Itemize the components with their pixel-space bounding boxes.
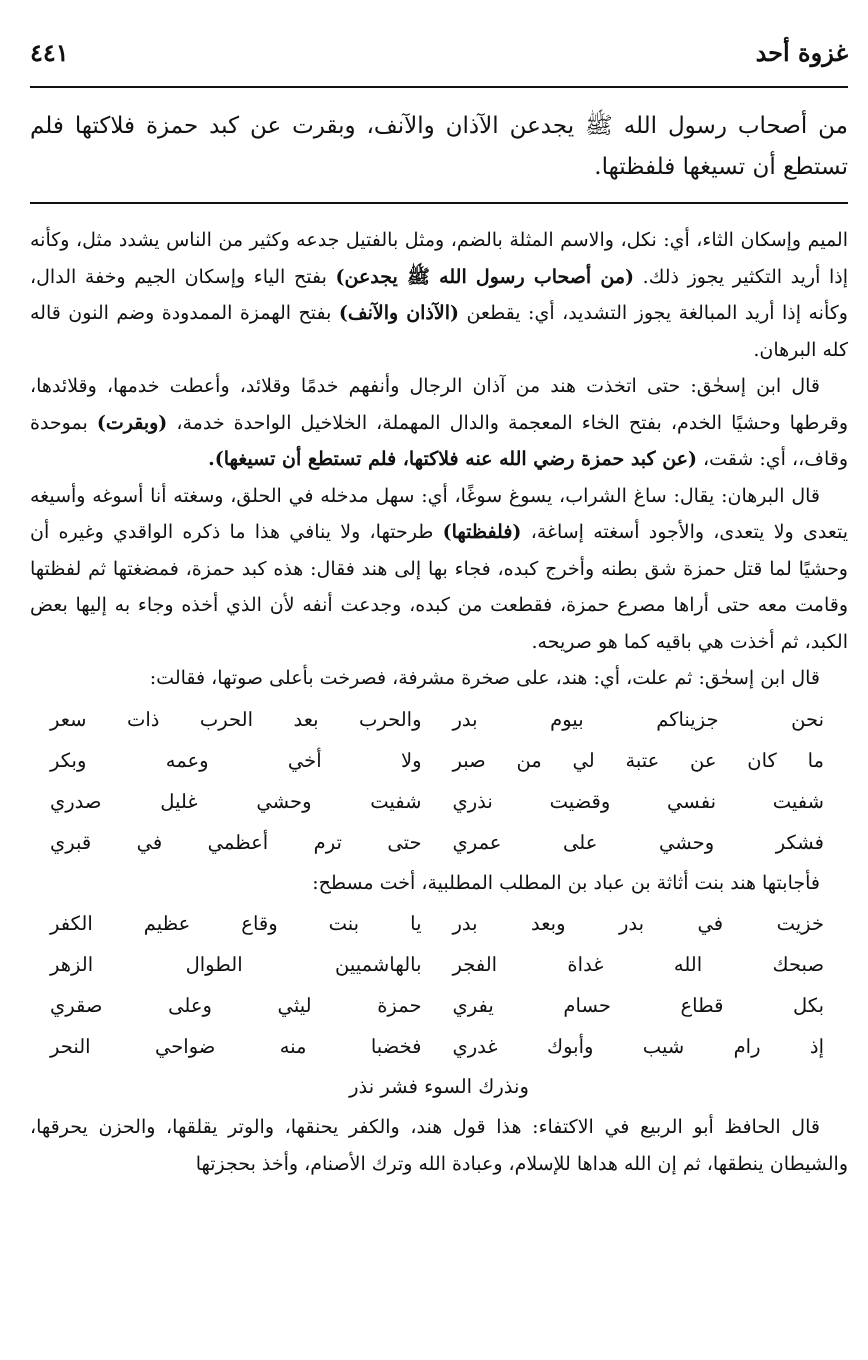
verse bbox=[30, 822, 848, 863]
paragraph: قال ابن إسحٰق: حتى اتخذت هند من آذان الرجال وأنفهم خدمًا وقلائد، وأعطت خدمها، وقلائدها، وقرطها وحشيًا الخدم، بفتح الخاء المعجمة والدال المهملة، الخلاخيل الواحدة خدمة، (وبقرت) بموحدة وقاف،، أي: شقت، (عن كبد حمزة رضي الله عنه فلاكتها، فلم تستطع أن تسيغها). bbox=[30, 375, 848, 470]
verse bbox=[30, 699, 848, 740]
paragraph: الميم وإسكان الثاء، أي: نكل، والاسم المثلة بالضم، ومثل بالفتيل جدعه وكثير من الناس يشدد مثل، وكأنه إذا أريد التكثير يجوز ذلك. (من أصحاب رسول الله ﷺ يجدعن) بفتح الياء وإسكان الجيم وخفة الدال، وكأنه إذا أريد المبالغة يجوز التشديد، أي: يقطعن (الآذان والآنف) بفتح الهمزة الممدودة وضم النون قاله كله البرهان. bbox=[30, 229, 849, 361]
paragraph: قال ابن إسحٰق: ثم علت، أي: هند، على صخرة مشرفة، فصرخت بأعلى صوتها، فقالت: bbox=[149, 667, 820, 689]
poem-reply bbox=[30, 903, 848, 1107]
hemistich: خزيت في بدر وبعد بدر bbox=[452, 912, 824, 935]
verse bbox=[30, 944, 848, 985]
hemistich: فشكر وحشي على عمري bbox=[452, 830, 824, 854]
hemistich: شفيت نفسي وقضيت نذري bbox=[452, 789, 824, 813]
verse bbox=[30, 985, 848, 1026]
poem-hind bbox=[30, 699, 848, 863]
hemistich: حتى ترم أعظمي في قبري bbox=[50, 830, 422, 854]
book-page bbox=[30, 38, 848, 1182]
paragraph: قال البرهان: يقال: ساغ الشراب، يسوغ سوغًا، أي: سهل مدخله في الحلق، وسغته أنا أسوغه وأسيغه يتعدى ولا يتعدى، والأجود أسغته إساغة، (فلفظتها) طرحتها، ولا ينافي هذا ما ذكره الواقدي وغيره أن وحشيًا لما قتل حمزة شق بطنه وأخرج كبده، فجاء بها إلى هند فقال: هذه كبد حمزة، فمضغتها ثم لفظتها وقامت معه حتى أراها مصرع حمزة، فقطعت من كبده، وجدعت أنفه لأن الذي أخذه وجاء به إليها بعض الكبد، ثم أخذت هي باقيه كما هو صريحه. bbox=[30, 484, 849, 653]
verse bbox=[30, 1026, 848, 1067]
hemistich: والحرب بعد الحرب ذات سعر bbox=[50, 707, 422, 731]
verse bbox=[30, 903, 848, 944]
verse bbox=[30, 740, 848, 781]
verse bbox=[30, 781, 848, 822]
hemistich: شفيت وحشي غليل صدري bbox=[50, 789, 422, 813]
hemistich: فخضبا منه ضواحي النحر bbox=[50, 1035, 422, 1058]
page-number: ٤٤١ bbox=[30, 38, 69, 67]
hemistich: بالهاشميين الطوال الزهر bbox=[50, 953, 422, 976]
hemistich: بكل قطاع حسام يفري bbox=[452, 994, 824, 1017]
hemistich: صبحك الله غداة الفجر bbox=[452, 953, 824, 976]
hemistich: يا بنت وقاع عظيم الكفر bbox=[50, 912, 422, 935]
hemistich: نحن جزيناكم بيوم بدر bbox=[452, 707, 824, 731]
paragraph: قال الحافظ أبو الربيع في الاكتفاء: هذا قول هند، والكفر يحنقها، والوتر يقلقها، والحزن يحرقها، والشيطان ينطقها، ثم إن الله هداها للإسلام، وعبادة الله وترك الأصنام، وأخذ بحجزتها bbox=[30, 1116, 848, 1175]
hemistich: إذ رام شيب وأبوك غدري bbox=[452, 1035, 824, 1058]
page-header bbox=[30, 38, 848, 86]
paragraph: فأجابتها هند بنت أثاثة بن عباد بن المطلب المطلبية، أخت مسطح: bbox=[312, 871, 820, 894]
verse-single: ونذرك السوء فشر نذر bbox=[349, 1075, 529, 1098]
commentary bbox=[30, 204, 848, 1182]
running-title: غزوة أحد bbox=[755, 38, 848, 67]
hemistich: ولا أخي وعمه وبكر bbox=[50, 748, 422, 772]
hadith-text: من أصحاب رسول الله ﷺ يجدعن الآذان والآنف، وبقرت عن كبد حمزة فلاكتها فلم تستطع أن تسيغها فلفظتها. bbox=[30, 113, 848, 180]
hemistich: حمزة ليثي وعلى صقري bbox=[50, 994, 422, 1017]
hemistich: ما كان عن عتبة لي من صبر bbox=[452, 748, 824, 772]
